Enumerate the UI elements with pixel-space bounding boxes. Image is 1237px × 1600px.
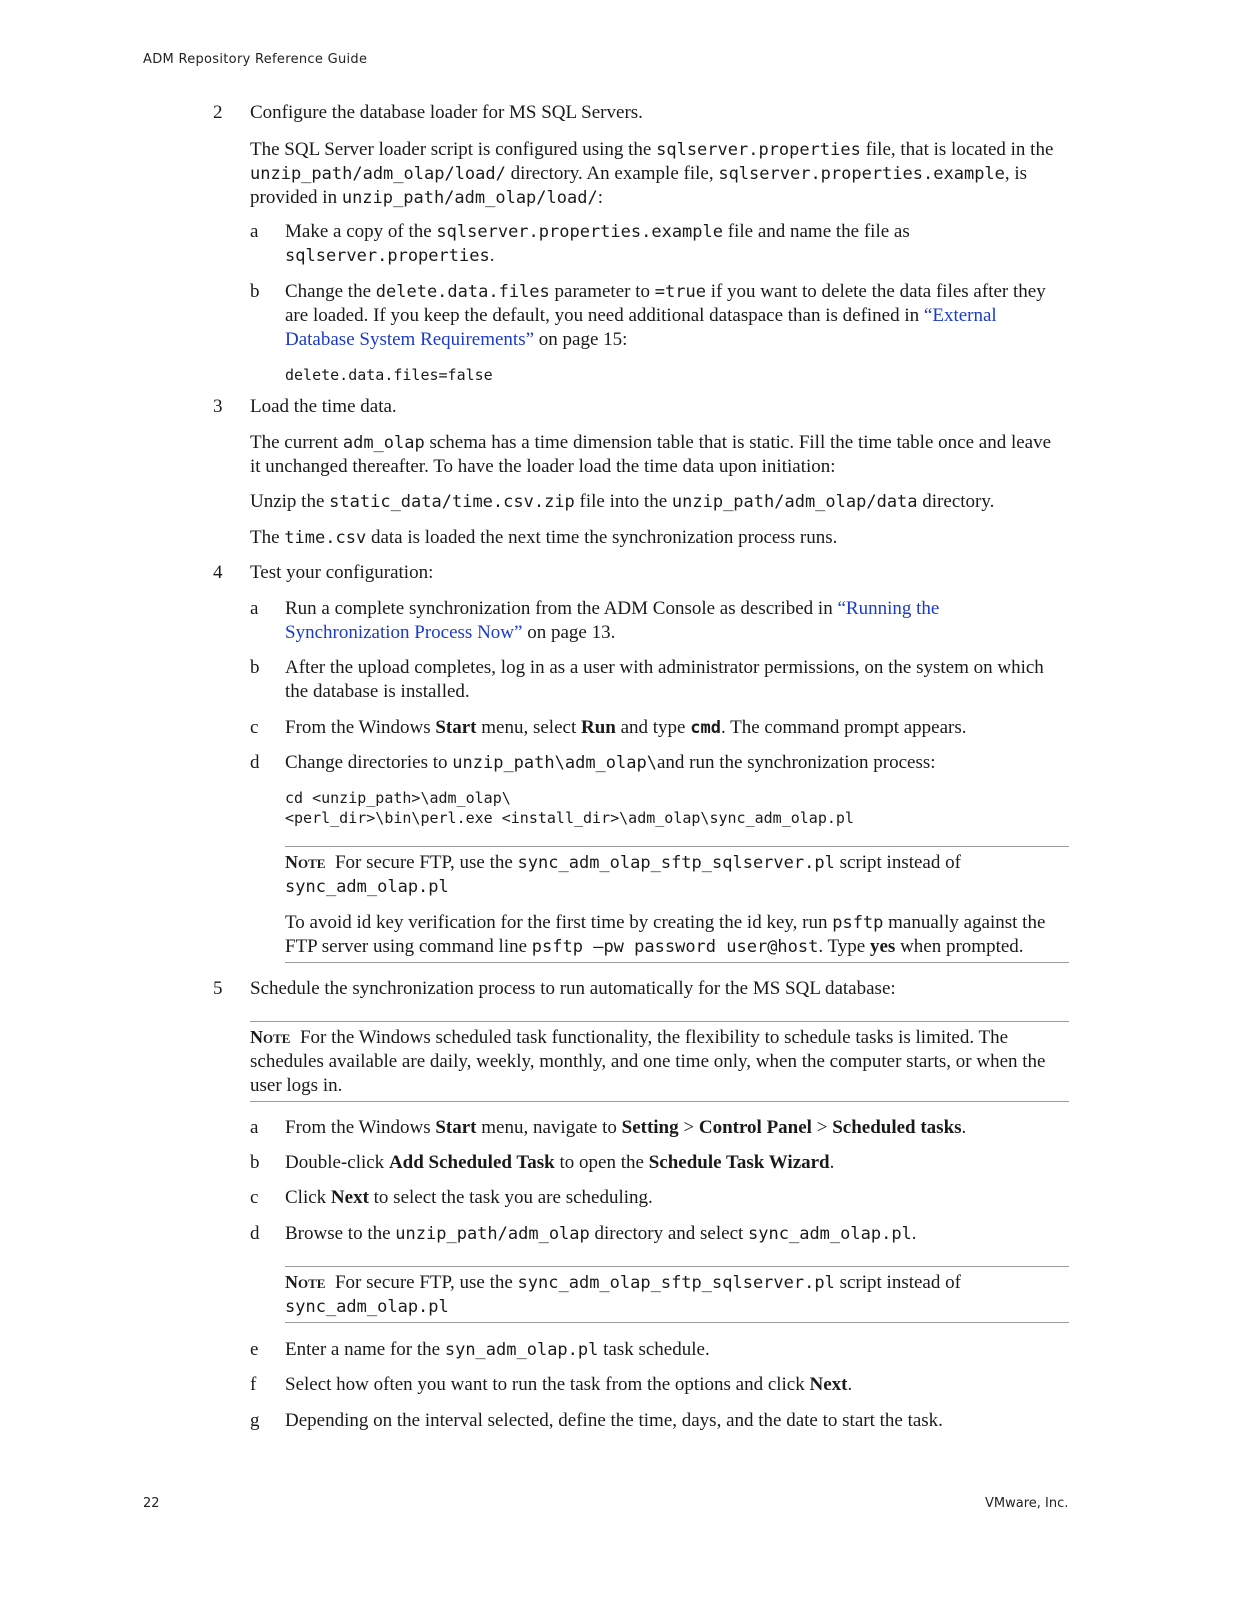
substep-letter: b xyxy=(250,1152,260,1173)
note-rule-bottom xyxy=(285,1322,1069,1323)
substep-letter: a xyxy=(250,598,259,619)
step-title: Test your configuration: xyxy=(250,562,434,583)
substep-letter: g xyxy=(250,1410,260,1431)
note-label: Note xyxy=(285,1272,326,1292)
substep-text: Run a complete synchronization from the ADM Console as described in “Running the Synchronization Process Now” on page 13. xyxy=(285,598,940,643)
substep-letter: f xyxy=(250,1374,257,1395)
substep-text: Click Next to select the task you are scheduling. xyxy=(285,1187,653,1208)
footer-company: VMware, Inc. xyxy=(985,1496,1069,1511)
cross-reference-link[interactable]: “Running the xyxy=(837,598,940,619)
running-header: ADM Repository Reference Guide xyxy=(143,52,368,67)
step-number: 5 xyxy=(213,978,223,999)
paragraph: The current adm_olap schema has a time dimension table that is static. Fill the time table once and leave it unchanged thereafter. To have the loader load the time data upon initiation: xyxy=(250,432,1052,477)
note-rule-top xyxy=(250,1021,1069,1022)
note-label: Note xyxy=(250,1027,291,1047)
substep-text: After the upload completes, log in as a user with administrator permissions, on the system on which the database is installed. xyxy=(285,657,1044,702)
substep-text: Double-click Add Scheduled Task to open the Schedule Task Wizard. xyxy=(285,1152,835,1173)
substep-text: Select how often you want to run the task from the options and click Next. xyxy=(285,1374,853,1395)
step-title: Configure the database loader for MS SQL Servers. xyxy=(250,102,643,123)
note-rule-top xyxy=(285,1266,1069,1267)
substep-letter: b xyxy=(250,281,260,302)
substep-letter: d xyxy=(250,1223,260,1244)
paragraph: The SQL Server loader script is configured using the sqlserver.properties file, that is located in the unzip_path/adm_olap/load/ directory. An example file, sqlserver.properties.example, is provided in unzip_path/adm_olap/load/: xyxy=(250,139,1054,208)
substep-text: Depending on the interval selected, define the time, days, and the date to start the task. xyxy=(285,1410,943,1431)
note-box: Note For the Windows scheduled task functionality, the flexibility to schedule tasks is limited. The schedules available are daily, weekly, monthly, and one time only, when the computer starts, or when the user logs in. xyxy=(250,1027,1046,1096)
step-number: 4 xyxy=(213,562,223,583)
substep-text: Browse to the unzip_path/adm_olap directory and select sync_adm_olap.pl. xyxy=(285,1223,917,1244)
code-block: delete.data.files=false xyxy=(285,366,493,384)
substep-text: From the Windows Start menu, navigate to Setting > Control Panel > Scheduled tasks. xyxy=(285,1117,967,1138)
substep-text: From the Windows Start menu, select Run and type cmd. The command prompt appears. xyxy=(285,717,967,738)
step-number: 2 xyxy=(213,102,223,123)
code-block: cd <unzip_path>\adm_olap\ xyxy=(285,789,511,807)
substep-letter: a xyxy=(250,1117,259,1138)
cross-reference-link[interactable]: Synchronization Process Now” xyxy=(285,622,523,643)
note-rule-bottom xyxy=(250,1101,1069,1102)
substep-letter: c xyxy=(250,1187,259,1208)
page-number: 22 xyxy=(143,1496,160,1511)
note-box: Note For secure FTP, use the sync_adm_olap_sftp_sqlserver.pl script instead of sync_adm_olap.pl xyxy=(285,1272,961,1317)
cross-reference-link[interactable]: Database System Requirements” xyxy=(285,329,535,350)
code-block: <perl_dir>\bin\perl.exe <install_dir>\adm_olap\sync_adm_olap.pl xyxy=(285,809,854,827)
note-rule-bottom xyxy=(285,962,1069,963)
substep-letter: a xyxy=(250,221,259,242)
note-box: Note For secure FTP, use the sync_adm_olap_sftp_sqlserver.pl script instead of sync_adm_olap.pl To avoid id key verification for the first time by creating the id key, run psftp manually against the FTP server using command line psftp –pw password user@host. Type yes when prompted. xyxy=(285,852,1046,957)
note-rule-top xyxy=(285,846,1069,847)
cross-reference-link[interactable]: “External xyxy=(923,305,997,326)
paragraph: Unzip the static_data/time.csv.zip file into the unzip_path/adm_olap/data directory. xyxy=(250,491,995,512)
substep-text: Enter a name for the syn_adm_olap.pl task schedule. xyxy=(285,1339,710,1360)
substep-text: Make a copy of the sqlserver.properties.example file and name the file as sqlserver.properties. xyxy=(285,221,910,266)
step-title: Schedule the synchronization process to run automatically for the MS SQL database: xyxy=(250,978,896,999)
substep-text: Change directories to unzip_path\adm_olap\and run the synchronization process: xyxy=(285,752,936,773)
substep-letter: e xyxy=(250,1339,259,1360)
substep-letter: d xyxy=(250,752,260,773)
note-label: Note xyxy=(285,852,326,872)
substep-text: Change the delete.data.files parameter to =true if you want to delete the data files after they are loaded. If you keep the default, you need additional dataspace than is defined in “External Database System Requirements” on page 15: xyxy=(285,281,1046,350)
substep-letter: c xyxy=(250,717,259,738)
paragraph: The time.csv data is loaded the next time the synchronization process runs. xyxy=(250,527,838,548)
step-number: 3 xyxy=(213,396,223,417)
step-title: Load the time data. xyxy=(250,396,397,417)
substep-letter: b xyxy=(250,657,260,678)
